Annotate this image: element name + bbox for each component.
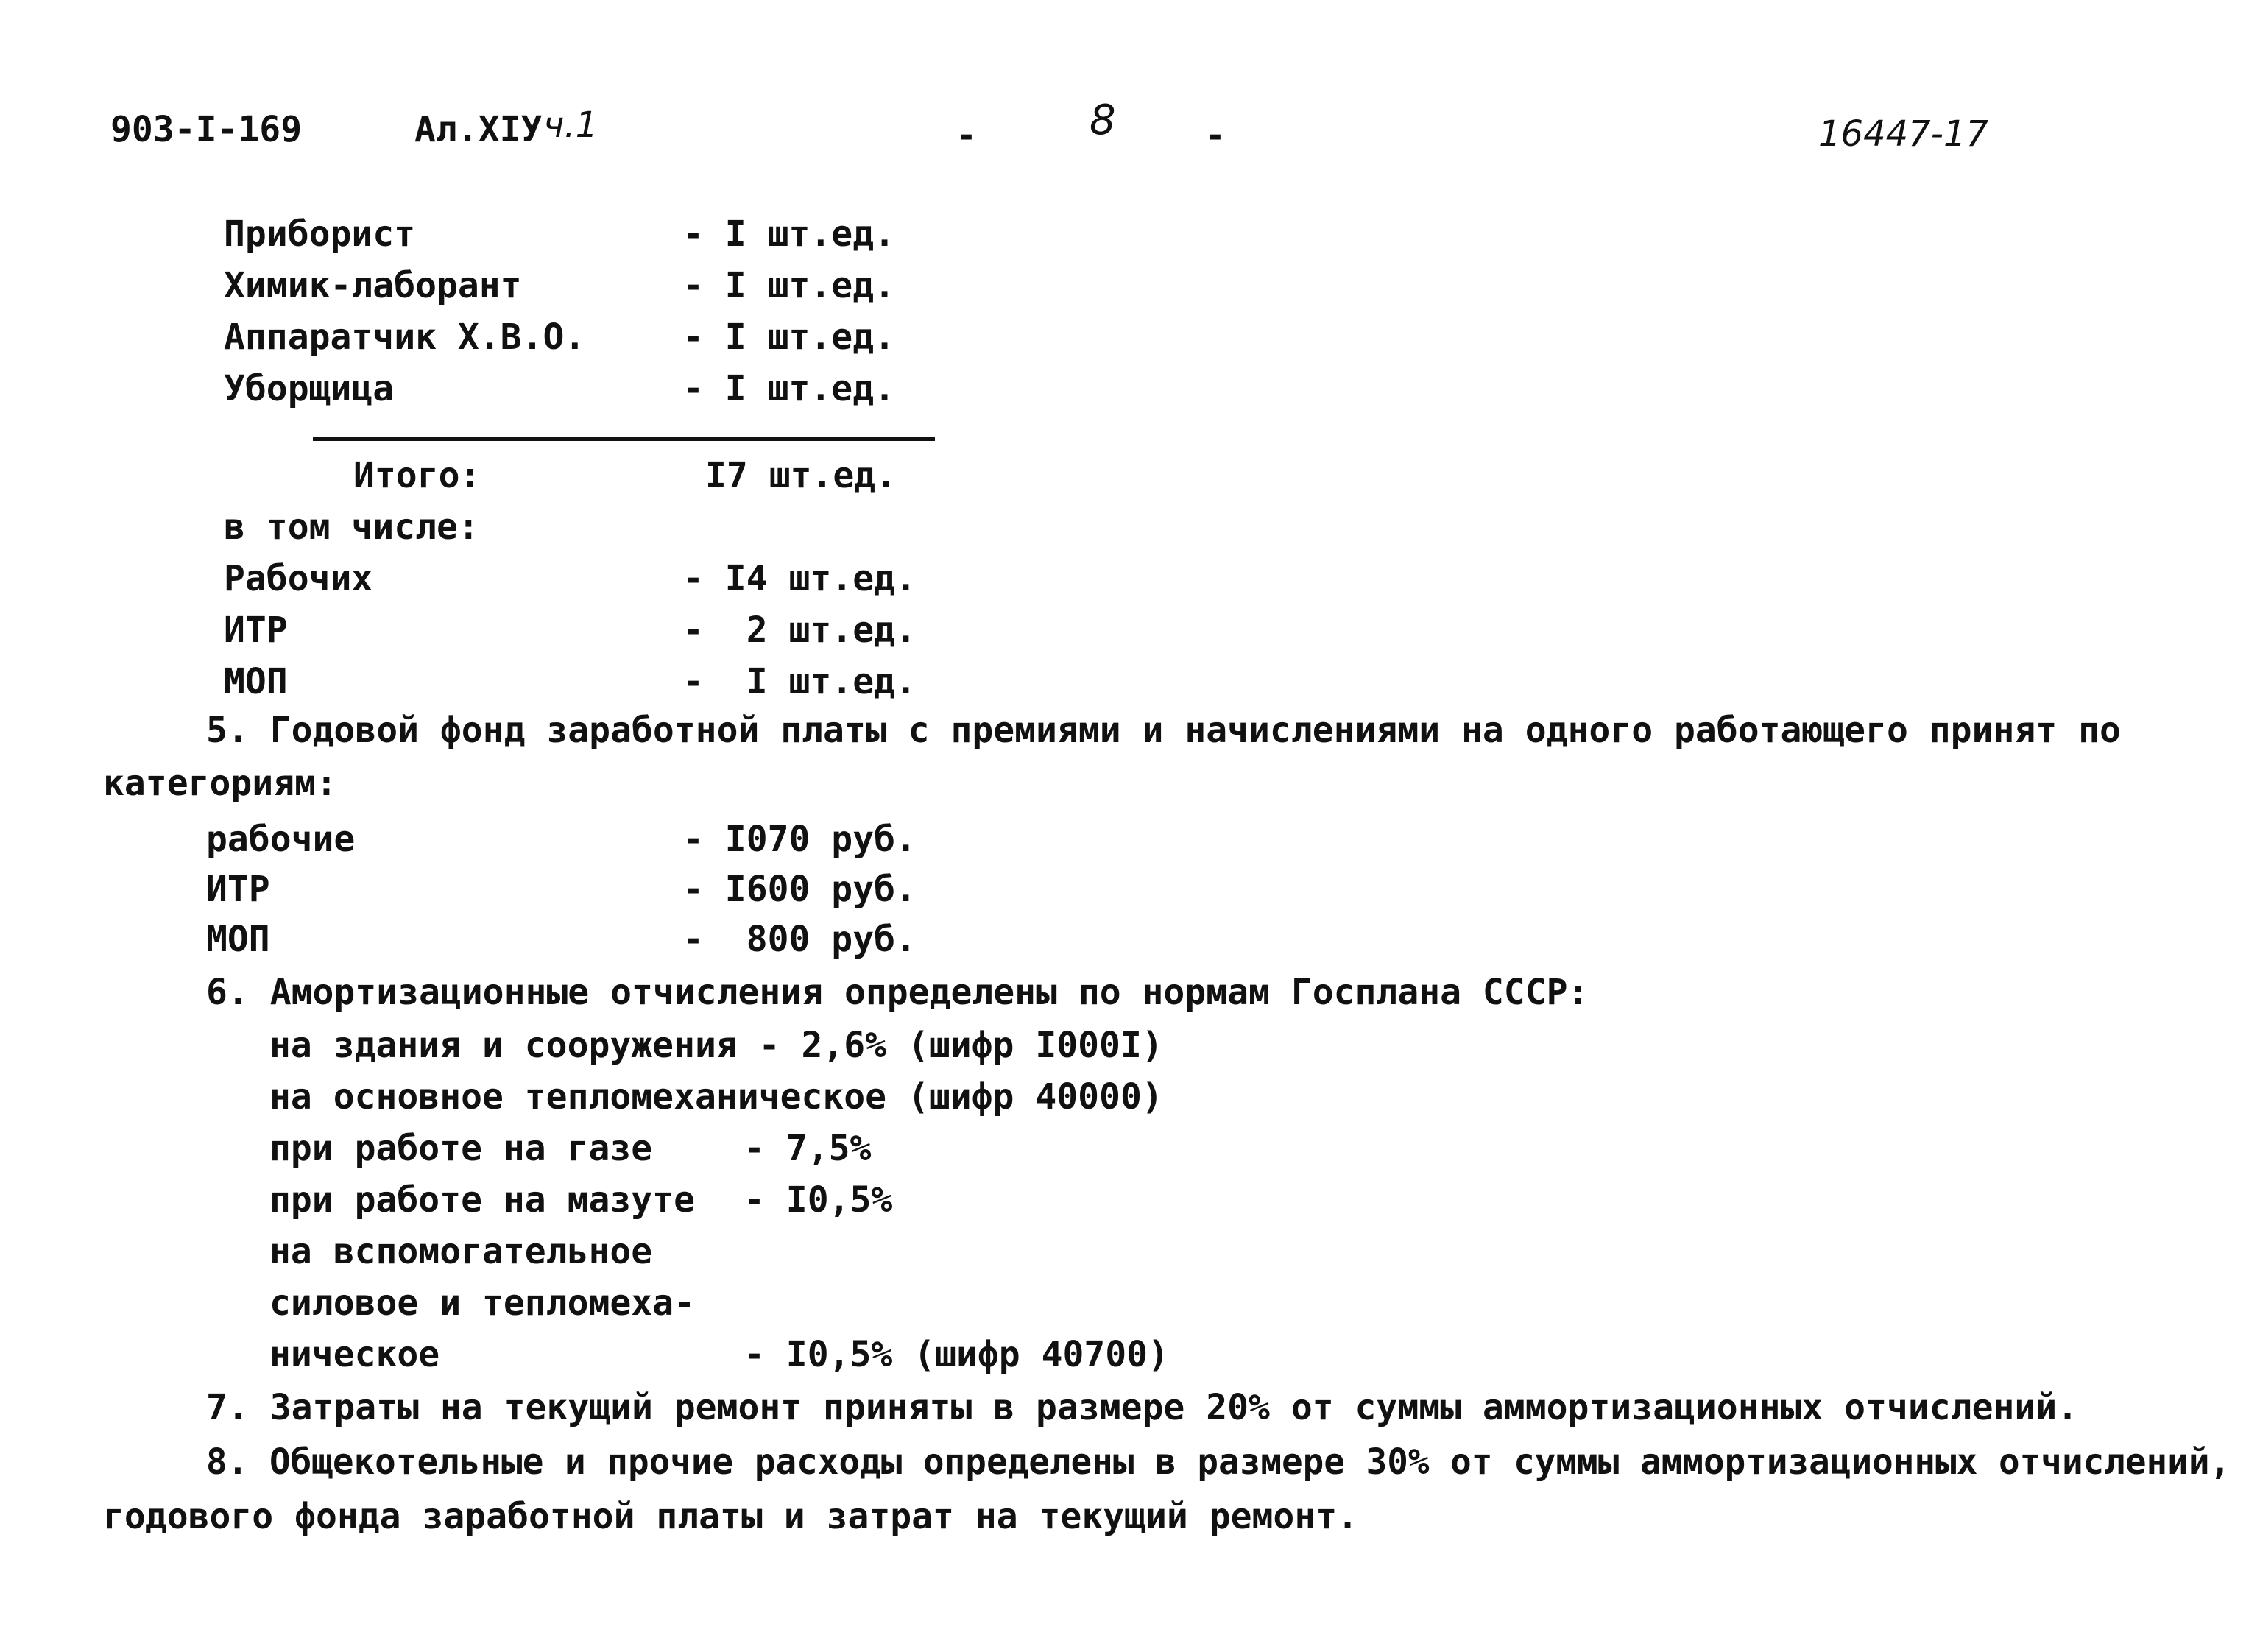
album-part: ч.1 xyxy=(543,105,598,146)
mazut-rate-value: - I0,5% xyxy=(744,1179,893,1221)
salary-value: - 800 руб. xyxy=(682,919,917,960)
including-role: Рабочих xyxy=(224,558,373,599)
including-count: - 2 шт.ед. xyxy=(682,610,917,651)
salary-value: - I070 руб. xyxy=(682,819,917,860)
paragraph-5-line-2: категориям: xyxy=(103,763,337,804)
including-count: - I шт.ед. xyxy=(682,661,917,702)
staff-role: Уборщица xyxy=(224,368,395,409)
staff-count: - I шт.ед. xyxy=(682,213,895,255)
gas-rate-value: - 7,5% xyxy=(744,1128,872,1169)
page-dash-left: - xyxy=(956,115,977,156)
gas-rate-label: при работе на газе xyxy=(269,1128,653,1169)
salary-category: МОП xyxy=(206,919,270,960)
document-code: 903-I-169 xyxy=(110,109,303,150)
paragraph-8-line-1: 8. Общекотельные и прочие расходы определены в размере 30% от суммы аммортизационных отчислений, xyxy=(206,1441,2231,1483)
paragraph-5-line-1: 5. Годовой фонд заработной платы с премиями и начислениями на одного работающего принят по xyxy=(206,710,2121,751)
auxiliary-line-2: силовое и тепломеха- xyxy=(269,1282,695,1324)
staff-count: - I шт.ед. xyxy=(682,368,895,409)
total-label: Итого: xyxy=(353,455,481,496)
salary-category: ИТР xyxy=(206,869,270,910)
including-role: ИТР xyxy=(224,610,288,651)
paragraph-7: 7. Затраты на текущий ремонт приняты в размере 20% от суммы аммортизационных отчислений. xyxy=(206,1387,2079,1428)
page-dash-right: - xyxy=(1204,115,1226,156)
salary-category: рабочие xyxy=(206,819,356,860)
paragraph-6-line-2: на здания и сооружения - 2,6% (шифр I000I) xyxy=(269,1025,1163,1066)
staff-count: - I шт.ед. xyxy=(682,265,895,306)
mazut-rate-label: при работе на мазуте xyxy=(269,1179,695,1221)
staff-count: - I шт.ед. xyxy=(682,317,895,358)
auxiliary-line-3: ническое xyxy=(269,1334,440,1375)
paragraph-8-line-2: годового фонда заработной платы и затрат на текущий ремонт. xyxy=(103,1496,1359,1537)
staff-role: Химик-лаборант xyxy=(224,265,522,306)
page-number: 8 xyxy=(1090,96,1116,144)
paragraph-6-line-1: 6. Амортизационные отчисления определены по нормам Госплана СССР: xyxy=(206,972,1589,1013)
paragraph-6-line-3: на основное тепломеханическое (шифр 40000) xyxy=(269,1076,1163,1118)
including-label: в том числе: xyxy=(224,506,479,548)
salary-value: - I600 руб. xyxy=(682,869,917,910)
staff-role: Аппаратчик Х.В.О. xyxy=(224,317,586,358)
including-role: МОП xyxy=(224,661,288,702)
staff-role: Приборист xyxy=(224,213,416,255)
album-number: Ал.XIУ xyxy=(414,109,543,150)
auxiliary-line-1: на вспомогательное xyxy=(269,1231,653,1272)
total-divider xyxy=(313,437,935,441)
including-count: - I4 шт.ед. xyxy=(682,558,917,599)
inventory-number: 16447-17 xyxy=(1818,113,1989,155)
total-value: I7 шт.ед. xyxy=(705,455,897,496)
auxiliary-rate-value: - I0,5% (шифр 40700) xyxy=(744,1334,1169,1375)
